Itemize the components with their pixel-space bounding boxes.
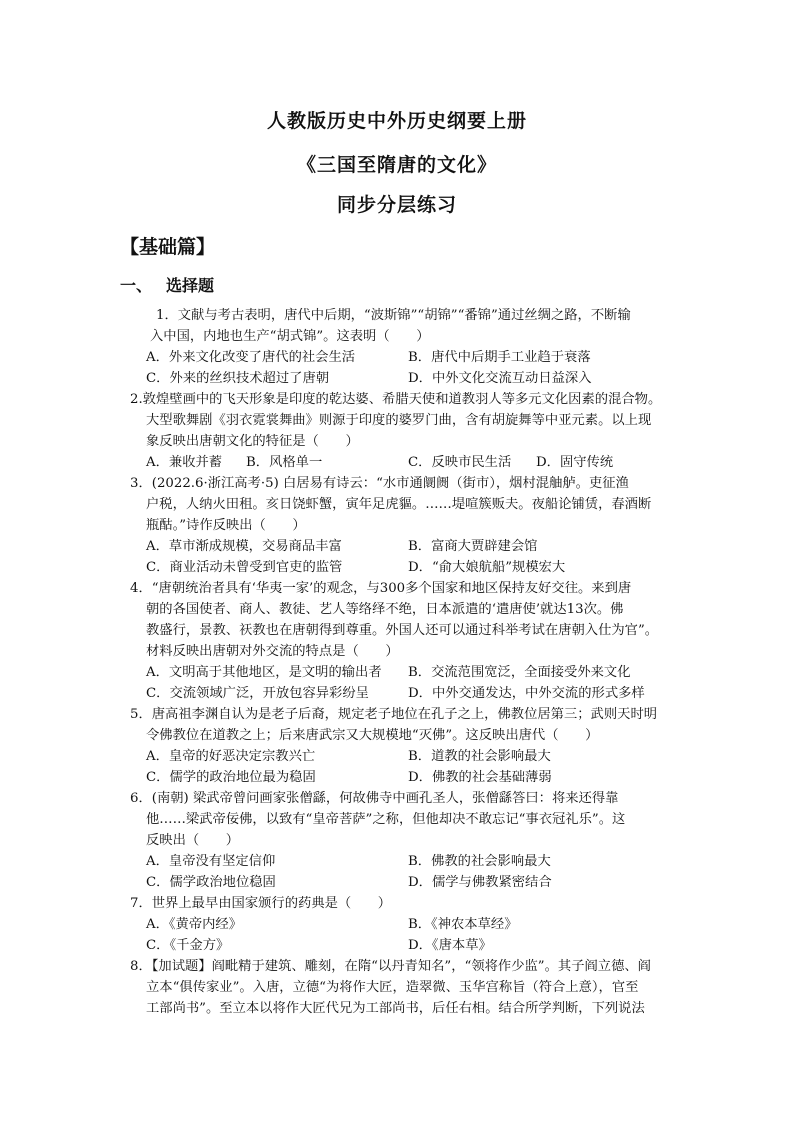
question-line: 5．唐高祖李渊自认为是老子后裔，规定老子地位在孔子之上，佛教位居第三；武则天时明 xyxy=(130,707,658,722)
option-b: B．道教的社会影响最大 xyxy=(408,749,551,764)
option-d: D．“俞大娘航船”规模宏大 xyxy=(408,560,566,575)
option-b: B．富商大贾辟建会馆 xyxy=(408,539,538,554)
question-6 xyxy=(130,788,675,851)
question-line: 4．“唐朝统治者具有‘华夷一家’的观念，与300多个国家和地区保持友好交往。来到唐 xyxy=(130,581,632,596)
question-1 xyxy=(130,305,675,347)
option-a: A．文明高于其他地区，是文明的输出者 xyxy=(146,665,382,680)
question-2 xyxy=(130,389,675,452)
option-a: A．兼收并蓄 xyxy=(146,455,223,470)
question-line: 象反映出唐朝文化的特征是（ ） xyxy=(146,434,359,449)
option-a: A．《黄帝内经》 xyxy=(146,917,243,932)
option-c: C．儒学政治地位稳固 xyxy=(146,875,276,890)
question-line: 瓶酤。”诗作反映出（ ） xyxy=(146,518,306,533)
option-b: B．交流范围宽泛，全面接受外来文化 xyxy=(408,665,631,680)
subsection-label: 选择题 xyxy=(166,276,215,295)
question-line: 2.敦煌壁画中的飞天形象是印度的乾达婆、希腊天使和道教羽人等多元文化因素的混合物。 xyxy=(130,392,662,407)
question-line: 工部尚书”。至立本以将作大匠代兄为工部尚书，后任右相。结合所学判断，下列说法 xyxy=(146,1001,645,1016)
option-a: A．皇帝的好恶决定宗教兴亡 xyxy=(146,749,316,764)
question-line: 他……梁武帝佞佛，以致有“皇帝菩萨”之称，但他却决不敢忘记“事衣冠礼乐”。这 xyxy=(146,812,626,827)
question-4 xyxy=(130,578,675,662)
question-line: 7．世界上最早由国家颁行的药典是（ ） xyxy=(130,896,392,911)
option-a: A．草市渐成规模，交易商品丰富 xyxy=(146,539,342,554)
section-heading: 【基础篇】 xyxy=(120,236,216,258)
option-d: D．中外文化交流互动日益深入 xyxy=(408,371,592,386)
option-a: A．外来文化改变了唐代的社会生活 xyxy=(146,350,356,365)
option-b: B．风格单一 xyxy=(246,455,323,470)
question-line: 教盛行，景教、祆教也在唐朝得到尊重。外国人还可以通过科举考试在唐朝入仕为官”。 xyxy=(146,623,659,638)
option-c: C．外来的丝织技术超过了唐朝 xyxy=(146,371,330,386)
question-line: 令佛教位在道教之上；后来唐武宗又大规模地“灭佛”。这反映出唐代（ ） xyxy=(146,728,599,743)
question-line: 入中国，内地也生产“胡式锦”。这表明（ ） xyxy=(150,329,430,344)
document-subtitle: 《三国至隋唐的文化》 xyxy=(296,154,497,176)
question-line: 1．文献与考古表明，唐代中后期，“波斯锦”“胡锦”“番锦”通过丝绸之路，不断输 xyxy=(156,308,631,323)
question-line: 反映出（ ） xyxy=(146,833,240,848)
question-line: 朝的各国使者、商人、教徒、艺人等络绎不绝，日本派遣的‘遣唐使’就达13次。佛 xyxy=(146,602,624,617)
question-8 xyxy=(130,956,675,1019)
subsection-heading xyxy=(120,273,214,296)
question-3 xyxy=(130,473,675,536)
question-7 xyxy=(130,893,675,914)
option-d: D．《唐本草》 xyxy=(408,938,492,953)
option-b: B．唐代中后期手工业趋于衰落 xyxy=(408,350,591,365)
document-subtitle-2: 同步分层练习 xyxy=(336,194,457,216)
document-title: 人教版历史中外历史纲要上册 xyxy=(266,110,527,132)
option-c: C．《千金方》 xyxy=(146,938,230,953)
question-line: 6．(南朝) 梁武帝曾问画家张僧繇，何故佛寺中画孔圣人，张僧繇答曰：将来还得靠 xyxy=(130,791,619,806)
option-b: B．《神农本草经》 xyxy=(408,917,518,932)
option-d: D．佛教的社会基础薄弱 xyxy=(408,770,552,785)
option-b: B．佛教的社会影响最大 xyxy=(408,854,551,869)
subsection-number: 一、 xyxy=(120,276,153,295)
question-line: 3．(2022.6·浙江高考·5) 白居易有诗云：“水市通阛阓（街市），烟村混舳舻。吏征渔 xyxy=(130,476,629,491)
question-line: 材料反映出唐朝对外交流的特点是（ ） xyxy=(146,644,399,659)
option-c: C．交流领域广泛，开放包容异彩纷呈 xyxy=(146,686,369,701)
question-line: 户税，人纳火田租。亥日饶虾蟹，寅年足虎貙。……堤喧簇贩夫。夜船论铺赁，春酒断 xyxy=(146,497,652,512)
question-line: 大型歌舞剧《羽衣霓裳舞曲》则源于印度的婆罗门曲，含有胡旋舞等中亚元素。以上现 xyxy=(146,413,652,428)
option-c: C．商业活动未曾受到官吏的监管 xyxy=(146,560,343,575)
option-d: D．固守传统 xyxy=(536,455,614,470)
question-5 xyxy=(130,704,675,746)
question-line: 8．【加试题】阎毗精于建筑、雕刻，在隋“以丹青知名”，“领将作少监”。其子阎立德、阎 xyxy=(130,959,651,974)
option-a: A．皇帝没有坚定信仰 xyxy=(146,854,276,869)
option-d: D．中外交通发达，中外交流的形式多样 xyxy=(408,686,645,701)
option-d: D．儒学与佛教紧密结合 xyxy=(408,875,552,890)
option-c: C．反映市民生活 xyxy=(408,455,512,470)
option-c: C．儒学的政治地位最为稳固 xyxy=(146,770,316,785)
question-line: 立本“俱传家业”。入唐，立德“为将作大匠，造翠微、玉华宫称旨（符合上意），官至 xyxy=(146,980,639,995)
